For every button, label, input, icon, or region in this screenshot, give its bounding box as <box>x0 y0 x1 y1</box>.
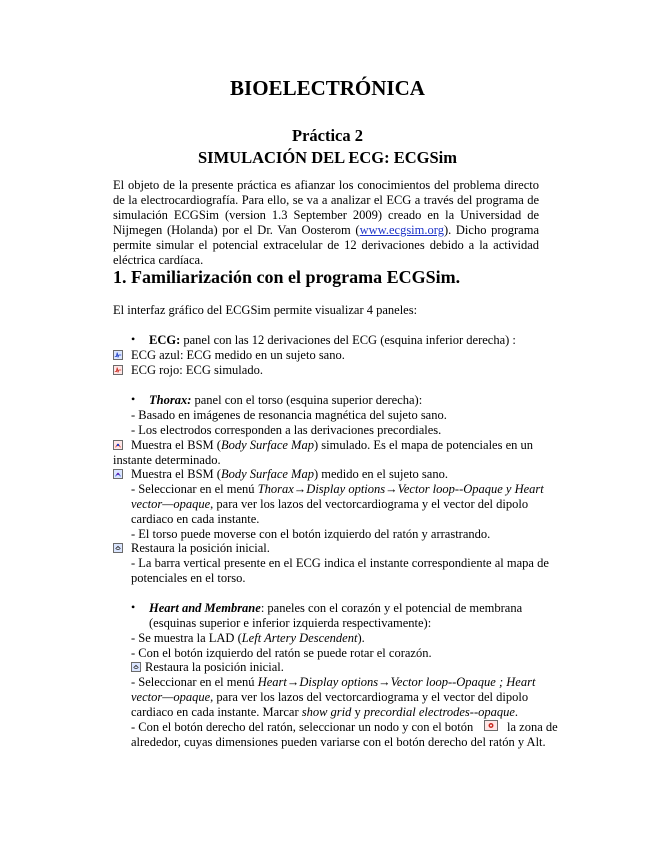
heart-term: Heart and Membrane <box>149 601 261 615</box>
heart-lad-line: - Se muestra la LAD (Left Artery Descendent). <box>131 631 365 645</box>
heart-node-line-end: la zona de <box>507 720 558 734</box>
bsm-measured-icon[interactable] <box>113 469 123 479</box>
document-title: BIOELECTRÓNICA <box>230 76 425 100</box>
bsm-simulated-icon[interactable] <box>113 440 123 450</box>
bsm-measured-line: Muestra el BSM (Body Surface Map) medido en el sujeto sano. <box>131 467 448 481</box>
thorax-line-1: - Basado en imágenes de resonancia magnética del sujeto sano. <box>131 408 447 422</box>
thorax-menu-line-3: cardiaco en cada instante. <box>131 512 260 526</box>
heart-restore-line: Restaura la posición inicial. <box>145 660 284 674</box>
section-heading: 1. Familiarización con el programa ECGSim. <box>113 267 461 287</box>
thorax-menu-line-2: vector—opaque, para ver los lazos del vectorcardiograma y el vector del dipolo <box>131 497 529 511</box>
bsm-simulated-line: Muestra el BSM (Body Surface Map) simulado. Es el mapa de potenciales en un <box>131 438 533 452</box>
heart-node-line-2: alrededor, cuyas dimensiones pueden variarse con el botón derecho del ratón y Alt. <box>131 735 546 749</box>
heart-menu-line: - Seleccionar en el menú Heart→Display options→Vector loop--Opaque ; Heart <box>131 675 536 689</box>
bullet-dot: • <box>131 392 136 406</box>
ecg-desc: panel con las 12 derivaciones del ECG (esquina inferior derecha) : <box>180 333 516 347</box>
thorax-move-line: - El torso puede moverse con el botón izquierdo del ratón y arrastrando. <box>131 527 491 541</box>
ecg-red-line: ECG rojo: ECG simulado. <box>131 363 263 377</box>
reset-view-icon[interactable] <box>113 543 123 553</box>
thorax-term: Thorax: <box>149 393 192 407</box>
thorax-desc: panel con el torso (esquina superior derecha): <box>191 393 423 407</box>
heart-desc-2: (esquinas superior e inferior izquierda respectivamente): <box>149 616 432 630</box>
thorax-menu-line: - Seleccionar en el menú Thorax→Display options→Vector loop--Opaque y Heart <box>131 482 544 496</box>
thorax-line-2: - Los electrodos corresponden a las derivaciones precordiales. <box>131 423 442 437</box>
thorax-bar-line: - La barra vertical presente en el ECG indica el instante correspondiente al mapa de <box>131 556 549 570</box>
reset-heart-icon[interactable] <box>131 662 141 672</box>
heart-menu-line-2: vector—opaque, para ver los lazos del vectorcardiograma y el vector del dipolo <box>131 690 529 704</box>
intro-text-a: El objeto de la presente práctica es afianzar los conocimientos del problema directo de la electrocardiografía. Para ello, se va a analizar el ECG a través del programa de simulación ECGSim (version 1.3 September 2009) creado en la Universidad de Nijmegen (Holanda) por el Dr. Van Oosterom ( <box>113 178 539 237</box>
ecg-blue-line: ECG azul: ECG medido en un sujeto sano. <box>131 348 345 362</box>
heart-node-line: - Con el botón derecho del ratón, seleccionar un nodo y con el botón <box>131 720 474 734</box>
ecg-blue-icon[interactable] <box>113 350 123 360</box>
heart-menu-line-3: cardiaco en cada instante. Marcar show grid y precordial electrodes--opaque. <box>131 705 519 719</box>
ecg-term: ECG: <box>149 333 181 347</box>
bullet-dot: • <box>131 600 136 614</box>
bullet-dot: • <box>131 332 136 346</box>
heart-rotate-line: - Con el botón izquierdo del ratón se puede rotar el corazón. <box>131 646 432 660</box>
practice-number: Práctica 2 <box>291 126 363 145</box>
practice-subtitle: SIMULACIÓN DEL ECG: ECGSim <box>198 148 457 167</box>
intro-paragraph <box>113 178 539 268</box>
bsm-simulated-cont: instante determinado. <box>113 453 221 467</box>
thorax-bar-line-2: potenciales en el torso. <box>131 571 246 585</box>
section-lead: El interfaz gráfico del ECGSim permite visualizar 4 paneles: <box>113 303 418 317</box>
intro-text-b: ). Dicho programa permite simular el potencial extracelular de 12 derivaciones debido a la actividad eléctrica cardíaca. <box>113 223 540 267</box>
heart-desc: : paneles con el corazón y el potencial de membrana <box>260 601 523 615</box>
select-area-icon[interactable] <box>484 720 498 731</box>
ecg-red-icon[interactable] <box>113 365 123 375</box>
thorax-restore-line: Restaura la posición inicial. <box>131 541 270 555</box>
ecgsim-link[interactable]: www.ecgsim.org <box>359 223 444 237</box>
